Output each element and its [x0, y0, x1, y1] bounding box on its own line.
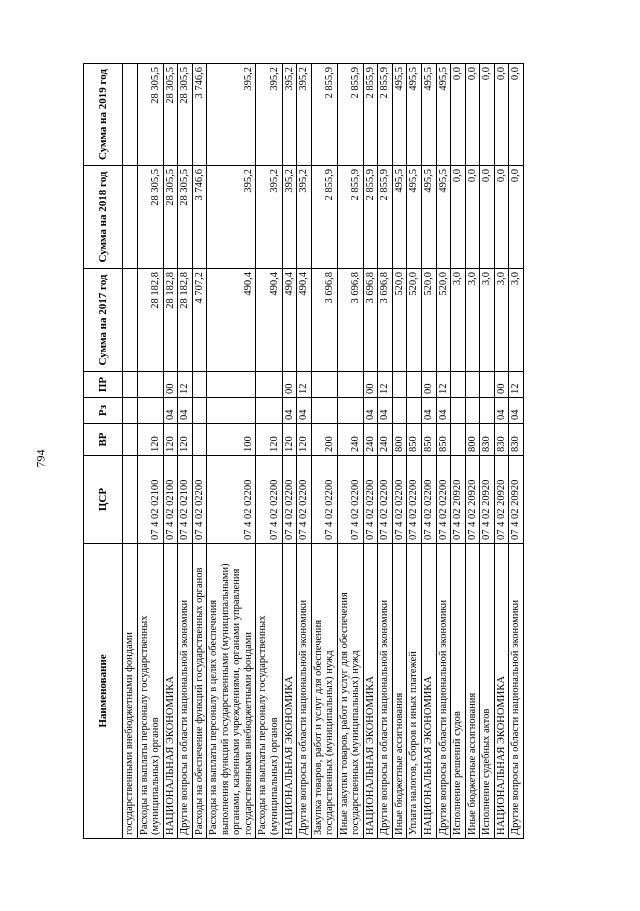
- cell-name: Закупка товаров, работ и услуг для обеспечения государственных (муниципальных) нужд: [311, 544, 337, 839]
- cell-2018: 395,2: [207, 166, 256, 269]
- header-2018: Сумма на 2018 год: [84, 166, 123, 269]
- cell-2017: [123, 269, 138, 372]
- cell-vr: 120: [297, 424, 312, 456]
- cell-rz: 04: [378, 398, 393, 424]
- table-row: [137, 64, 163, 839]
- cell-rz: [392, 398, 407, 424]
- cell-rz: 04: [422, 398, 437, 424]
- cell-2017: 3,0: [465, 269, 480, 372]
- table-row: [465, 64, 480, 839]
- cell-2017: 3 696,8: [311, 269, 337, 372]
- cell-2019: 2 855,9: [363, 64, 378, 166]
- cell-2018: 395,2: [256, 166, 282, 269]
- cell-vr: 240: [363, 424, 378, 456]
- cell-2018: 2 855,9: [311, 166, 337, 269]
- cell-csr: 07 4 02 02200: [282, 456, 297, 544]
- cell-2017: 3,0: [494, 269, 509, 372]
- cell-2019: 28 305,5: [163, 64, 178, 166]
- table-row: [337, 64, 363, 839]
- table-row: [363, 64, 378, 839]
- cell-2018: 28 305,5: [163, 166, 178, 269]
- cell-rz: 04: [297, 398, 312, 424]
- cell-csr: 07 4 02 02200: [311, 456, 337, 544]
- cell-pr: [123, 372, 138, 398]
- cell-pr: 12: [509, 372, 524, 398]
- cell-name: Другие вопросы в области национальной экономики: [509, 544, 524, 839]
- cell-2017: 3 696,8: [363, 269, 378, 372]
- cell-vr: [192, 424, 207, 456]
- cell-csr: 07 4 02 20920: [509, 456, 524, 544]
- cell-csr: 07 4 02 02200: [256, 456, 282, 544]
- cell-2019: 2 855,9: [311, 64, 337, 166]
- cell-rz: [407, 398, 422, 424]
- cell-csr: 07 4 02 02200: [436, 456, 451, 544]
- header-pr: ПР: [84, 372, 123, 398]
- cell-2019: 0,0: [494, 64, 509, 166]
- cell-vr: 850: [407, 424, 422, 456]
- cell-2017: 520,0: [407, 269, 422, 372]
- table-row: [494, 64, 509, 839]
- table-row: [509, 64, 524, 839]
- cell-csr: 07 4 02 02200: [297, 456, 312, 544]
- cell-2019: 395,2: [282, 64, 297, 166]
- cell-2019: 28 305,5: [178, 64, 193, 166]
- cell-pr: 12: [297, 372, 312, 398]
- cell-vr: 120: [282, 424, 297, 456]
- cell-rz: [451, 398, 466, 424]
- cell-2018: 28 305,5: [137, 166, 163, 269]
- cell-rz: [480, 398, 495, 424]
- header-vr: ВР: [84, 424, 123, 456]
- cell-2018: 2 855,9: [363, 166, 378, 269]
- table-body: [123, 64, 524, 839]
- cell-name: Исполнение судебных актов: [480, 544, 495, 839]
- cell-rz: [137, 398, 163, 424]
- cell-2017: 28 182,8: [178, 269, 193, 372]
- cell-csr: 07 4 02 02200: [192, 456, 207, 544]
- cell-vr: 800: [392, 424, 407, 456]
- table-row: [407, 64, 422, 839]
- cell-rz: [465, 398, 480, 424]
- cell-2018: 395,2: [282, 166, 297, 269]
- cell-rz: 04: [363, 398, 378, 424]
- cell-pr: 12: [436, 372, 451, 398]
- cell-csr: 07 4 02 20920: [494, 456, 509, 544]
- cell-2018: 2 855,9: [337, 166, 363, 269]
- cell-pr: [337, 372, 363, 398]
- cell-2017: 3,0: [451, 269, 466, 372]
- cell-2017: 490,4: [297, 269, 312, 372]
- header-csr: ЦСР: [84, 456, 123, 544]
- cell-vr: 120: [256, 424, 282, 456]
- cell-vr: 830: [494, 424, 509, 456]
- cell-2017: 3,0: [509, 269, 524, 372]
- table-row: [207, 64, 256, 839]
- cell-name: НАЦИОНАЛЬНАЯ ЭКОНОМИКА: [494, 544, 509, 839]
- cell-csr: [123, 456, 138, 544]
- cell-2018: 0,0: [494, 166, 509, 269]
- cell-pr: [192, 372, 207, 398]
- cell-name: НАЦИОНАЛЬНАЯ ЭКОНОМИКА: [363, 544, 378, 839]
- table-row: [256, 64, 282, 839]
- cell-pr: 12: [178, 372, 193, 398]
- cell-vr: 830: [509, 424, 524, 456]
- cell-name: Другие вопросы в области национальной экономики: [436, 544, 451, 839]
- cell-pr: 00: [282, 372, 297, 398]
- table-row: [178, 64, 193, 839]
- cell-rz: 04: [178, 398, 193, 424]
- cell-2019: 0,0: [465, 64, 480, 166]
- header-rz: Рз: [84, 398, 123, 424]
- cell-2017: 490,4: [207, 269, 256, 372]
- cell-rz: [123, 398, 138, 424]
- cell-vr: [451, 424, 466, 456]
- cell-2018: 395,2: [297, 166, 312, 269]
- cell-2019: 495,5: [436, 64, 451, 166]
- cell-2018: 495,5: [436, 166, 451, 269]
- cell-2017: 4 707,2: [192, 269, 207, 372]
- cell-2019: 395,2: [207, 64, 256, 166]
- cell-rz: [311, 398, 337, 424]
- cell-2017: 490,4: [256, 269, 282, 372]
- cell-rz: [337, 398, 363, 424]
- cell-2017: 28 182,8: [137, 269, 163, 372]
- cell-pr: [137, 372, 163, 398]
- table-row: [311, 64, 337, 839]
- cell-vr: 850: [436, 424, 451, 456]
- cell-csr: 07 4 02 02200: [392, 456, 407, 544]
- cell-name: Другие вопросы в области национальной экономики: [297, 544, 312, 839]
- cell-2018: 495,5: [392, 166, 407, 269]
- cell-rz: [192, 398, 207, 424]
- cell-vr: 800: [465, 424, 480, 456]
- cell-2017: 520,0: [436, 269, 451, 372]
- cell-2019: 28 305,5: [137, 64, 163, 166]
- rotated-page: [83, 64, 553, 839]
- table-row: [480, 64, 495, 839]
- cell-2018: 0,0: [509, 166, 524, 269]
- cell-vr: 830: [480, 424, 495, 456]
- cell-csr: 07 4 02 02200: [378, 456, 393, 544]
- cell-vr: 850: [422, 424, 437, 456]
- cell-name: Другие вопросы в области национальной экономики: [178, 544, 193, 839]
- cell-2018: 495,5: [407, 166, 422, 269]
- cell-rz: 04: [509, 398, 524, 424]
- cell-csr: 07 4 02 02200: [407, 456, 422, 544]
- cell-vr: 240: [378, 424, 393, 456]
- cell-pr: [407, 372, 422, 398]
- budget-table: [83, 63, 524, 839]
- header-row: [84, 64, 123, 839]
- cell-name: НАЦИОНАЛЬНАЯ ЭКОНОМИКА: [282, 544, 297, 839]
- cell-csr: 07 4 02 02200: [207, 456, 256, 544]
- cell-2017: 3 696,8: [337, 269, 363, 372]
- cell-2018: 3 746,6: [192, 166, 207, 269]
- cell-2019: [123, 64, 138, 166]
- cell-vr: 120: [178, 424, 193, 456]
- cell-2018: 28 305,5: [178, 166, 193, 269]
- cell-2017: 3,0: [480, 269, 495, 372]
- cell-2018: 0,0: [480, 166, 495, 269]
- cell-csr: 07 4 02 02100: [137, 456, 163, 544]
- cell-name: Иные бюджетные ассигнования: [465, 544, 480, 839]
- cell-pr: 12: [378, 372, 393, 398]
- cell-name: Расходы на обеспечение функций государственных органов: [192, 544, 207, 839]
- cell-csr: 07 4 02 02100: [163, 456, 178, 544]
- cell-rz: [256, 398, 282, 424]
- header-name: Наименование: [84, 544, 123, 839]
- cell-vr: 120: [137, 424, 163, 456]
- cell-rz: 04: [436, 398, 451, 424]
- cell-2017: 520,0: [392, 269, 407, 372]
- cell-2017: 520,0: [422, 269, 437, 372]
- table-row: [378, 64, 393, 839]
- cell-2019: 0,0: [451, 64, 466, 166]
- table-row: [451, 64, 466, 839]
- cell-name: Расходы на выплаты персоналу государственных (муниципальных) органов: [256, 544, 282, 839]
- cell-2019: 0,0: [480, 64, 495, 166]
- cell-rz: [207, 398, 256, 424]
- cell-pr: [256, 372, 282, 398]
- cell-2017: 3 696,8: [378, 269, 393, 372]
- cell-pr: 00: [163, 372, 178, 398]
- cell-vr: 120: [163, 424, 178, 456]
- cell-name: Иные закупки товаров, работ и услуг для обеспечения государственных (муниципальных) нужд: [337, 544, 363, 839]
- cell-pr: [311, 372, 337, 398]
- cell-name: Расходы на выплаты персоналу в целях обеспечения выполнения функций государственными (муниципальными) органами, казенными учреждениями, органами управления государственными внебюджетными фондами: [207, 544, 256, 839]
- cell-csr: 07 4 02 20920: [451, 456, 466, 544]
- cell-pr: [465, 372, 480, 398]
- cell-pr: 00: [494, 372, 509, 398]
- cell-2018: [123, 166, 138, 269]
- cell-2018: 495,5: [422, 166, 437, 269]
- cell-2019: 395,2: [256, 64, 282, 166]
- cell-name: НАЦИОНАЛЬНАЯ ЭКОНОМИКА: [422, 544, 437, 839]
- cell-2019: 495,5: [407, 64, 422, 166]
- table-row: [123, 64, 138, 839]
- cell-2019: 2 855,9: [337, 64, 363, 166]
- page-number-text: 794: [33, 449, 48, 468]
- cell-2018: 2 855,9: [378, 166, 393, 269]
- cell-name: Иные бюджетные ассигнования: [392, 544, 407, 839]
- cell-vr: 200: [311, 424, 337, 456]
- cell-pr: [480, 372, 495, 398]
- cell-name: Уплата налогов, сборов и иных платежей: [407, 544, 422, 839]
- header-2017: Сумма на 2017 год: [84, 269, 123, 372]
- cell-vr: 100: [207, 424, 256, 456]
- cell-csr: 07 4 02 02200: [422, 456, 437, 544]
- header-2019: Сумма на 2019 год: [84, 64, 123, 166]
- cell-2018: 0,0: [465, 166, 480, 269]
- table-row: [392, 64, 407, 839]
- cell-rz: 04: [494, 398, 509, 424]
- cell-pr: 00: [422, 372, 437, 398]
- table-row: [282, 64, 297, 839]
- cell-2019: 0,0: [509, 64, 524, 166]
- cell-name: НАЦИОНАЛЬНАЯ ЭКОНОМИКА: [163, 544, 178, 839]
- cell-2019: 395,2: [297, 64, 312, 166]
- cell-pr: 00: [363, 372, 378, 398]
- cell-csr: 07 4 02 02200: [337, 456, 363, 544]
- cell-pr: [207, 372, 256, 398]
- page-number: [31, 6, 51, 911]
- cell-2017: 28 182,8: [163, 269, 178, 372]
- cell-csr: 07 4 02 20920: [480, 456, 495, 544]
- cell-2019: 495,5: [392, 64, 407, 166]
- cell-2017: 490,4: [282, 269, 297, 372]
- cell-csr: 07 4 02 02100: [178, 456, 193, 544]
- cell-vr: 240: [337, 424, 363, 456]
- table-row: [163, 64, 178, 839]
- cell-name: государственными внебюджетными фондами: [123, 544, 138, 839]
- cell-rz: 04: [282, 398, 297, 424]
- cell-pr: [392, 372, 407, 398]
- table-row: [422, 64, 437, 839]
- cell-vr: [123, 424, 138, 456]
- cell-2019: 2 855,9: [378, 64, 393, 166]
- table-row: [297, 64, 312, 839]
- cell-name: Расходы на выплаты персоналу государственных (муниципальных) органов: [137, 544, 163, 839]
- cell-csr: 07 4 02 20920: [465, 456, 480, 544]
- cell-2018: 0,0: [451, 166, 466, 269]
- table-row: [192, 64, 207, 839]
- cell-pr: [451, 372, 466, 398]
- cell-csr: 07 4 02 02200: [363, 456, 378, 544]
- table-row: [436, 64, 451, 839]
- cell-2019: 495,5: [422, 64, 437, 166]
- cell-name: Другие вопросы в области национальной экономики: [378, 544, 393, 839]
- cell-2019: 3 746,6: [192, 64, 207, 166]
- cell-name: Исполнение решений судов: [451, 544, 466, 839]
- cell-rz: 04: [163, 398, 178, 424]
